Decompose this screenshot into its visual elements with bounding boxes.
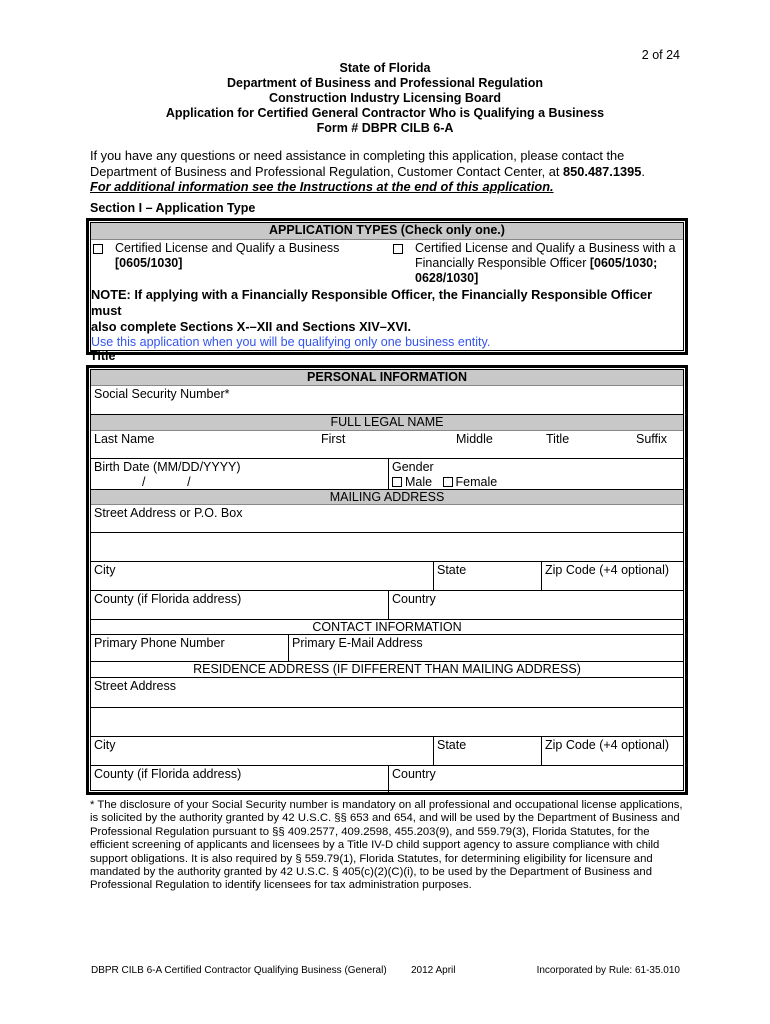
- mailing-header: MAILING ADDRESS: [91, 490, 683, 505]
- residence-header: RESIDENCE ADDRESS (IF DIFFERENT THAN MAILING ADDRESS): [91, 662, 683, 678]
- personal-header: PERSONAL INFORMATION: [91, 370, 683, 386]
- birth-label: Birth Date (MM/DD/YYYY): [94, 460, 241, 474]
- state-field[interactable]: State: [433, 562, 541, 590]
- option1-text: [115, 241, 339, 286]
- form-header: [0, 61, 770, 136]
- res-state-field[interactable]: State: [433, 737, 541, 765]
- header-line: Construction Industry Licensing Board: [269, 91, 501, 105]
- contact-row: [91, 635, 683, 662]
- intro-text: Department of Business and Professional Regulation, Customer Contact Center, at: [90, 163, 564, 179]
- zip-field[interactable]: Zip Code (+4 optional): [541, 562, 683, 590]
- option-2: [391, 241, 683, 286]
- header-line: Application for Certified General Contractor Who is Qualifying a Business: [165, 106, 605, 120]
- info-text: Use this application when you will be qualifying only one business entity.: [91, 335, 491, 349]
- phone-field[interactable]: Primary Phone Number: [94, 636, 225, 650]
- city-field[interactable]: City: [94, 563, 116, 577]
- street-label: Street Address or P.O. Box: [94, 506, 243, 520]
- intro-period: .: [641, 163, 645, 179]
- application-types-box: [86, 218, 688, 355]
- ssn-disclosure-footnote: * The disclosure of your Social Security number is mandatory on all professional and occupational license applications, is solicited by the authority granted by 42 U.S.C. §§ 653 and 654, and will be used by the Department of Business and Professional Regulation pursuant to §§ 409.2577, 409.2598, 455.203(9), and 559.79(3), Florida Statutes, for the efficient screening of applicants and licensees by a Title IV-D child support agency to assure compliance with child support obligations. It is also required by § 559.79(1), Florida Statutes, for determining eligibility for licensure and mandated by the authority granted by 42 U.S.C. § 405(c)(2)(C)(i), to be used by the Department of Business and Professional Regulation to identify licensees for tax administration purposes.: [90, 799, 683, 892]
- option2-line: [415, 256, 676, 271]
- option2-label: Financially Responsible Officer: [415, 256, 590, 270]
- more-info-link[interactable]: For additional information see the Instructions at the end of this application.: [90, 179, 554, 194]
- middle-name-label: Middle: [456, 432, 493, 446]
- personal-info-table: [91, 370, 683, 794]
- birth-gender-row: [91, 459, 683, 490]
- option1-code: [0605/1030]: [115, 256, 183, 270]
- birth-separators: / /: [142, 475, 191, 489]
- gender-label: Gender: [392, 460, 434, 474]
- name-row[interactable]: [91, 431, 683, 459]
- email-field[interactable]: Primary E-Mail Address: [288, 635, 683, 661]
- option2-checkbox[interactable]: [393, 244, 403, 254]
- fro-note: [91, 287, 683, 335]
- options-row: [91, 241, 683, 286]
- option2-label: Certified License and Qualify a Business with a: [415, 241, 676, 255]
- res-street-row-2[interactable]: [91, 708, 683, 737]
- footer-form-name: DBPR CILB 6-A Certified Contractor Qualifying Business (General): [91, 965, 387, 976]
- personal-info-box: [86, 365, 688, 795]
- city-row: [91, 562, 683, 591]
- birth-date-field[interactable]: [91, 459, 388, 489]
- footer-rule: Incorporated by Rule: 61-35.010: [536, 965, 680, 976]
- name-header: FULL LEGAL NAME: [91, 415, 683, 431]
- option2-text: [415, 241, 676, 286]
- street-row-2[interactable]: [91, 533, 683, 562]
- res-county-row: [91, 766, 683, 794]
- header-line: Department of Business and Professional Regulation: [226, 76, 544, 90]
- intro: [90, 148, 645, 195]
- footer-date: 2012 April: [411, 965, 456, 976]
- res-city-field[interactable]: City: [94, 738, 116, 752]
- gender-field: [388, 459, 683, 489]
- res-country-field[interactable]: Country: [388, 766, 683, 794]
- note-line: NOTE: If applying with a Financially Responsible Officer, the Financially Responsible Officer must: [91, 287, 653, 318]
- contact-phone: 850.487.1395: [563, 163, 642, 179]
- option1-label: Certified License and Qualify a Business: [115, 241, 340, 255]
- country-field[interactable]: Country: [388, 591, 683, 619]
- res-street-row[interactable]: [91, 678, 683, 708]
- application-types-header: APPLICATION TYPES (Check only one.): [91, 223, 683, 240]
- male-checkbox[interactable]: [392, 477, 402, 487]
- county-row: [91, 591, 683, 620]
- option1-checkbox[interactable]: [93, 244, 103, 254]
- section2-title: Title: [90, 349, 116, 363]
- note-line: also complete Sections X-–XII and Sections XIV–XVI.: [91, 319, 412, 334]
- res-street-label: Street Address: [94, 679, 176, 693]
- option2-code: [0605/1030;: [589, 256, 658, 270]
- female-checkbox[interactable]: [443, 477, 453, 487]
- header-line: Form # DBPR CILB 6-A: [316, 121, 454, 135]
- application-types-body: [89, 241, 685, 352]
- intro-line: [90, 164, 645, 180]
- page-number: 2 of 24: [641, 48, 680, 62]
- res-city-row: [91, 737, 683, 766]
- last-name-label: Last Name: [94, 432, 155, 446]
- res-county-field[interactable]: County (if Florida address): [94, 767, 242, 781]
- section1-title: Section I – Application Type: [90, 201, 256, 215]
- contact-header: CONTACT INFORMATION: [91, 620, 683, 635]
- suffix-label: Suffix: [636, 432, 668, 446]
- ssn-row[interactable]: [91, 386, 683, 415]
- intro-line: If you have any questions or need assistance in completing this application, please contact the: [90, 148, 625, 163]
- header-line: State of Florida: [339, 61, 431, 75]
- street-row[interactable]: [91, 505, 683, 533]
- res-zip-field[interactable]: Zip Code (+4 optional): [541, 737, 683, 765]
- option2-code: 0628/1030]: [415, 271, 479, 285]
- male-label: Male: [405, 475, 433, 489]
- county-field[interactable]: County (if Florida address): [94, 592, 242, 606]
- first-name-label: First: [321, 432, 346, 446]
- title-label: Title: [546, 432, 570, 446]
- ssn-label: Social Security Number*: [94, 387, 230, 401]
- female-label: Female: [455, 475, 498, 489]
- option-1: [91, 241, 391, 286]
